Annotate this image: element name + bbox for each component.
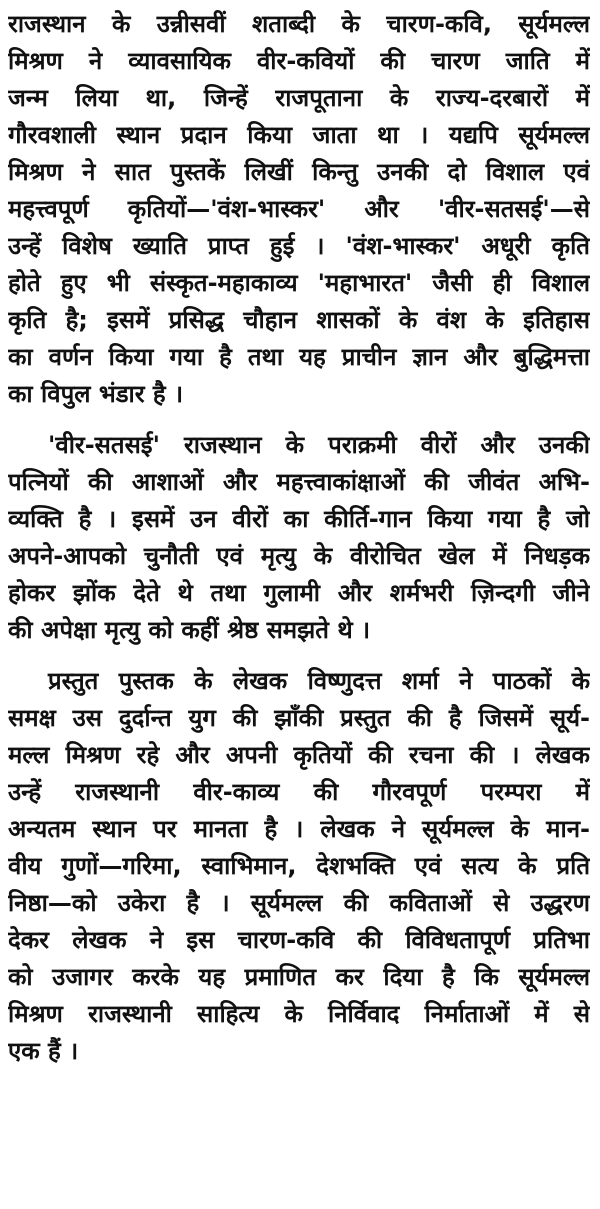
- text-line: एक हैं ।: [8, 1037, 79, 1065]
- paragraph-intro: [8, 6, 590, 413]
- text-line: होते हुए भी संस्कृत-महाकाव्य 'महाभारत' जैसी ही विशाल: [8, 269, 590, 297]
- text-line: मिश्रण ने व्यावसायिक वीर-कवियों की चारण जाति में: [8, 47, 590, 75]
- text-line: समक्ष उस दुर्दान्त युग की झाँकी प्रस्तुत की है जिसमें सूर्य-: [8, 704, 590, 732]
- text-line: गौरवशाली स्थान प्रदान किया जाता था । यद्यपि सूर्यमल्ल: [8, 121, 590, 149]
- text-line: का विपुल भंडार है ।: [8, 380, 184, 408]
- text-line: का वर्णन किया गया है तथा यह प्राचीन ज्ञान और बुद्धिमत्ता: [8, 343, 590, 371]
- text-line: वीय गुणों—गरिमा, स्वाभिमान, देशभक्ति एवं सत्य के प्रति: [8, 852, 590, 880]
- text-line: उन्हें राजस्थानी वीर-काव्य की गौरवपूर्ण परम्परा में: [8, 778, 590, 806]
- text-line: महत्त्वपूर्ण कृतियों—'वंश-भास्कर' और 'वीर-सतसई'—से: [8, 195, 590, 223]
- text-line: अन्यतम स्थान पर मानता है । लेखक ने सूर्यमल्ल के मान-: [8, 815, 590, 843]
- text-line: कृति है; इसमें प्रसिद्ध चौहान शासकों के वंश के इतिहास: [8, 306, 590, 334]
- text-line: मिश्रण राजस्थानी साहित्य के निर्विवाद निर्माताओं में से: [8, 1000, 590, 1028]
- text-line: व्यक्ति है । इसमें उन वीरों का कीर्ति-गान किया गया है जो: [8, 505, 590, 533]
- text-line: राजस्थान के उन्नीसवीं शताब्दी के चारण-कवि, सूर्यमल्ल: [8, 10, 590, 38]
- text-line: देकर लेखक ने इस चारण-कवि की विविधतापूर्ण प्रतिभा: [8, 926, 590, 954]
- text-line: प्रस्तुत पुस्तक के लेखक विष्णुदत्त शर्मा ने पाठकों के: [48, 667, 590, 695]
- text-line: की अपेक्षा मृत्यु को कहीं श्रेष्ठ समझते थे ।: [8, 616, 371, 644]
- text-line: होकर झोंक देते थे तथा गुलामी और शर्मभरी ज़िन्दगी जीने: [8, 579, 590, 607]
- text-line: मल्ल मिश्रण रहे और अपनी कृतियों की रचना की । लेखक: [8, 741, 590, 769]
- text-line: 'वीर-सतसई' राजस्थान के पराक्रमी वीरों और उनकी: [48, 431, 590, 459]
- paragraph-veer-satsai: [8, 427, 590, 649]
- text-line: मिश्रण ने सात पुस्तकें लिखीं किन्तु उनकी दो विशाल एवं: [8, 158, 590, 186]
- text-line: उन्हें विशेष ख्याति प्राप्त हुई । 'वंश-भास्कर' अधूरी कृति: [8, 232, 590, 260]
- text-line: जन्म लिया था, जिन्हें राजपूताना के राज्य-दरबारों में: [8, 84, 590, 112]
- text-line: पत्नियों की आशाओं और महत्त्वाकांक्षाओं की जीवंत अभि-: [8, 468, 590, 496]
- text-line: अपने-आपको चुनौती एवं मृत्यु के वीरोचित खेल में निधड़क: [8, 542, 590, 570]
- text-line: निष्ठा—को उकेरा है । सूर्यमल्ल की कविताओं से उद्धरण: [8, 889, 590, 917]
- paragraph-author: [8, 663, 590, 1070]
- text-line: को उजागर करके यह प्रमाणित कर दिया है कि सूर्यमल्ल: [8, 963, 590, 991]
